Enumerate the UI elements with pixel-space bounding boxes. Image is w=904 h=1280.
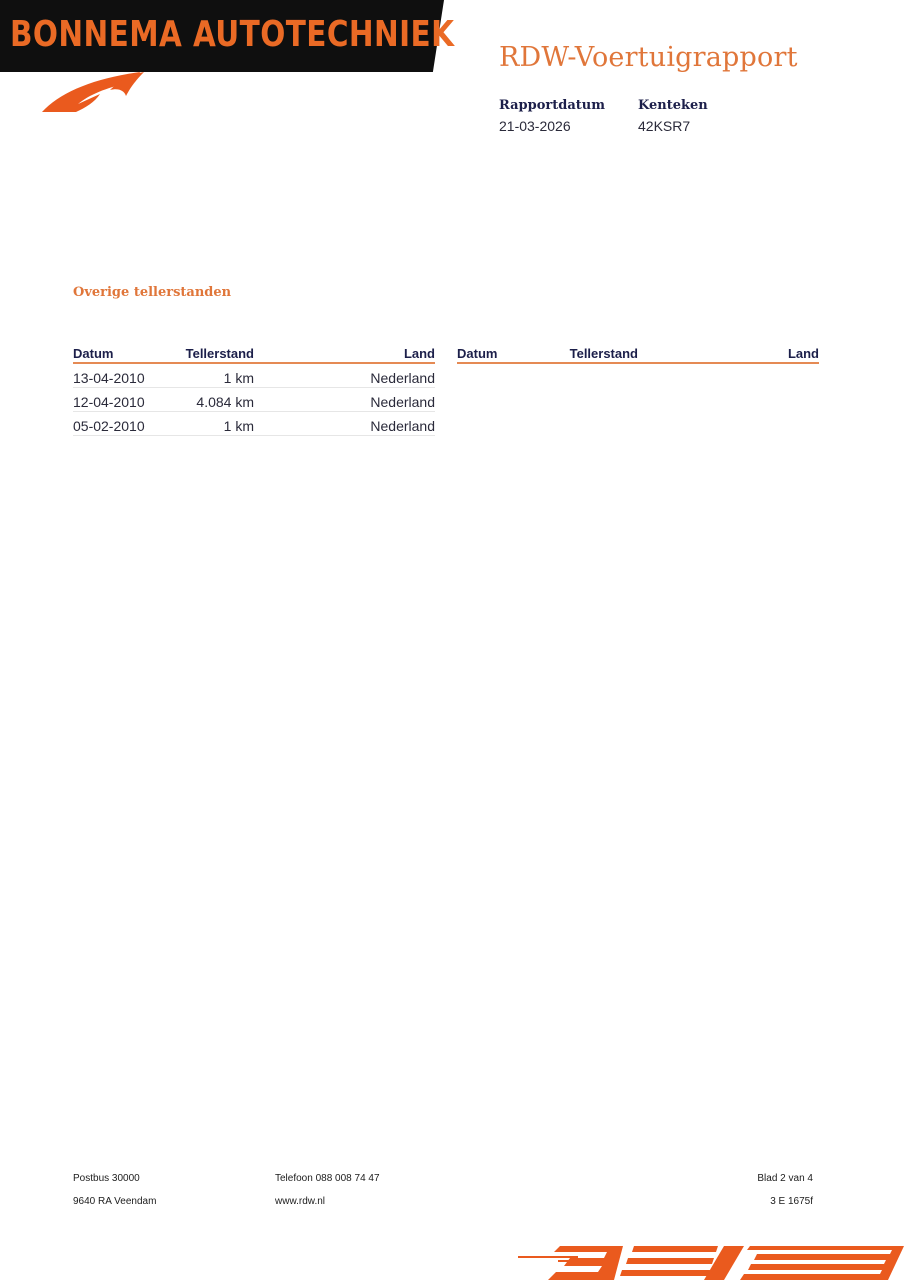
tellerstanden-table-right	[457, 346, 819, 364]
table-header	[457, 346, 819, 364]
kenteken-label: Kenteken	[638, 98, 708, 113]
cell-datum: 13-04-2010	[73, 370, 145, 386]
col-tellerstand-header: Tellerstand	[569, 346, 638, 361]
table-header	[73, 346, 435, 364]
footer-phone: Telefoon 088 008 74 47	[275, 1173, 380, 1184]
cell-tellerstand: 1 km	[223, 418, 254, 434]
rapportdatum-value: 21-03-2026	[499, 118, 571, 134]
brand-swoosh-icon	[40, 70, 150, 114]
col-land-header: Land	[787, 346, 819, 361]
cell-land: Nederland	[370, 370, 435, 386]
table-row	[73, 364, 435, 388]
col-tellerstand-header: Tellerstand	[185, 346, 254, 361]
col-land-header: Land	[403, 346, 435, 361]
cell-datum: 05-02-2010	[73, 418, 145, 434]
footer-address-line1: Postbus 30000	[73, 1173, 140, 1184]
table-row	[73, 412, 435, 436]
section-title: Overige tellerstanden	[73, 285, 232, 300]
rapportdatum-label: Rapportdatum	[499, 98, 605, 113]
col-datum-header: Datum	[457, 346, 498, 361]
footer-page-number: Blad 2 van 4	[757, 1173, 813, 1184]
footer-stripes-icon	[518, 1244, 904, 1280]
footer-address-line2: 9640 RA Veendam	[73, 1196, 157, 1207]
cell-land: Nederland	[370, 418, 435, 434]
footer-code: 3 E 1675f	[770, 1196, 813, 1207]
col-datum-header: Datum	[73, 346, 114, 361]
kenteken-value: 42KSR7	[638, 118, 691, 134]
cell-datum: 12-04-2010	[73, 394, 145, 410]
cell-tellerstand: 4.084 km	[196, 394, 254, 410]
tellerstanden-table-left	[73, 346, 435, 436]
cell-tellerstand: 1 km	[223, 370, 254, 386]
brand-name: BONNEMA AUTOTECHNIEK	[10, 14, 455, 55]
footer-website: www.rdw.nl	[275, 1196, 326, 1207]
table-row	[73, 388, 435, 412]
cell-land: Nederland	[370, 394, 435, 410]
report-title: RDW-Voertuigrapport	[499, 42, 798, 73]
